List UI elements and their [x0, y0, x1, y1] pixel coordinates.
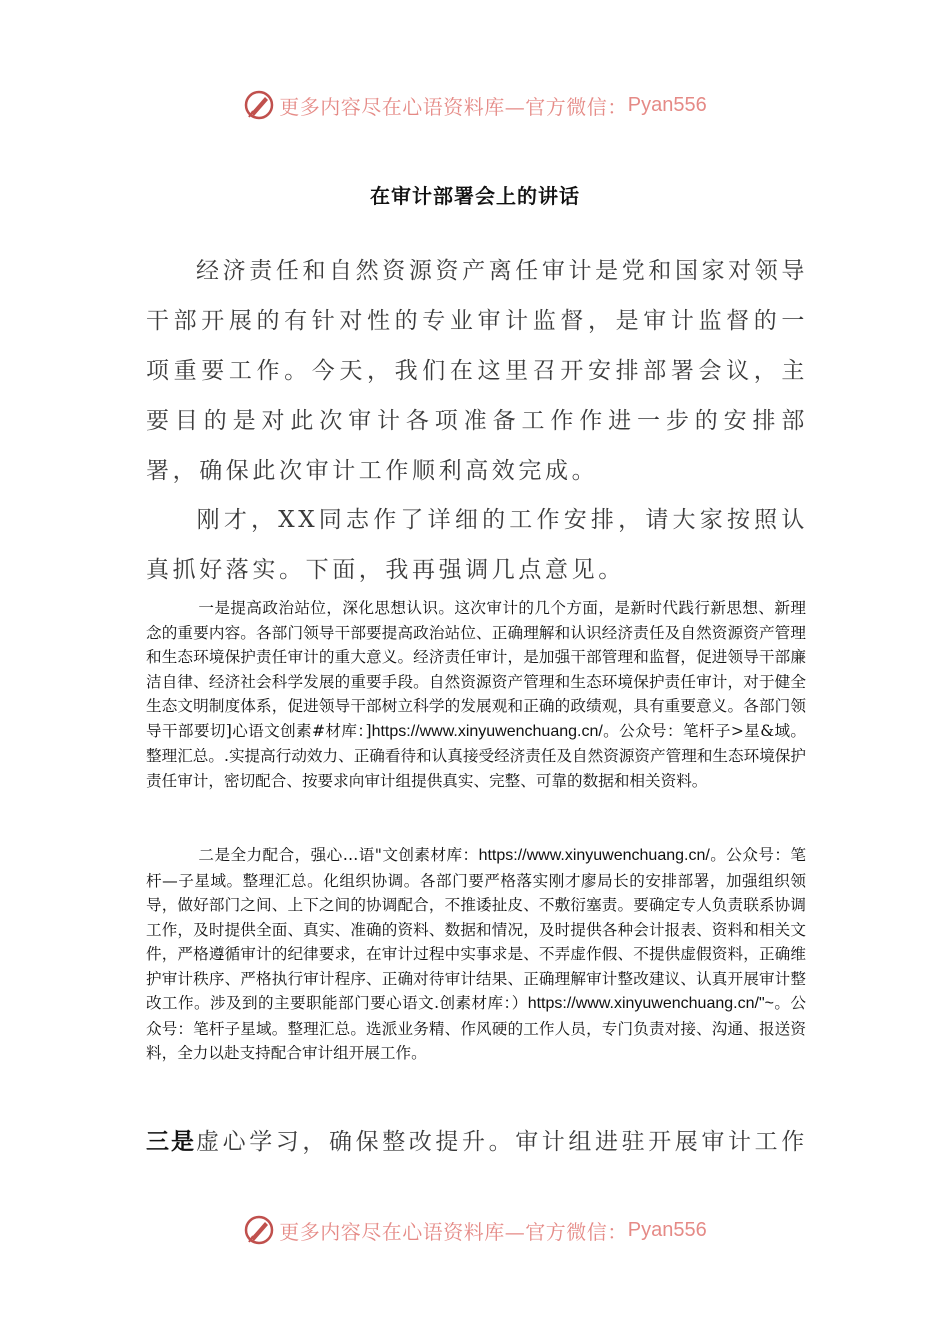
point-2-text-a: 二是全力配合，强心…语"文创素材库：	[198, 846, 479, 864]
point-3-text: 虚心学习，确保整改提升。审计组进驻开展审计工作	[196, 1129, 808, 1155]
banner-text: 更多内容尽在心语资料库—官方微信：	[279, 94, 628, 119]
point-1-paragraph	[146, 596, 806, 793]
intro-paragraph-2-text: 刚才，XX同志作了详细的工作安排，请大家按照认真抓好落实。下面，我再强调几点意见。	[146, 507, 808, 583]
point-3-paragraph	[146, 1117, 808, 1167]
point-1-text-a: 一是提高政治站位，深化思想认识。这次审计的几个方面，是新时代践行新思想、新理念的重要内容。各部门领导干部要提高政治站位、正确理解和认识经济责任及自然资源资产管理和生态环境保护责任审计的重大意义。经济责任审计，是加强干部管理和监督，促进领导干部廉洁自律、经济社会科学发展的重要手段。自然资源资产管理和生态环境保护责任审计，对于健全生态文明制度体系，促进领导干部树立科学的发展观和正确的政绩观，具有重要意义。各部门领导干部要切]心语文创素#材库：]	[146, 599, 806, 740]
point-2-url-2: https://www.xinyuwenchuang.cn/"~	[527, 995, 774, 1012]
point-2-text-c: 。公众号：笔杆子星域。整理汇总。选派业务精、作风硬的工作人员，专门负责对接、沟通、报送资料，全力以赴支持配合审计组开展工作。	[146, 994, 806, 1062]
banner-text: 更多内容尽在心语资料库—官方微信：	[279, 1219, 628, 1244]
quill-logo-icon	[243, 89, 275, 121]
point-2-text-b: 。公众号：笔杆—子星域。整理汇总。化组织协调。各部门要严格落实刚才廖局长的安排部署，加强组织领导，做好部门之间、上下之间的协调配合，不推诿扯皮、不敷衍塞责。要确定专人负责联系协调工作，及时提供全面、真实、准确的资料、数据和情况，及时提供各种会计报表、资料和相关文件，严格遵循审计的纪律要求，在审计过程中实事求是、不弄虚作假、不提供虚假资料，正确维护审计秩序、严格执行审计程序、正确对待审计结果、正确理解审计整改建议、认真开展审计整改工作。涉及到的主要职能部门要心语文.创素材库：）	[146, 846, 806, 1012]
header-watermark-banner	[0, 85, 950, 125]
banner-wechat-handle: Pyan556	[627, 1218, 707, 1241]
point-2-url: https://www.xinyuwenchuang.cn/	[478, 847, 710, 864]
point-3-lead: 三是	[146, 1128, 196, 1155]
page-title: 在审计部署会上的讲话	[370, 184, 580, 208]
quill-logo-icon	[243, 1214, 275, 1246]
point-1-url: https://www.xinyuwenchuang.cn/	[371, 722, 603, 740]
point-1-text-b: 。公众号：笔杆子>星&域。整理汇总。.实提高行动效力、正确看待和认真接受经济责任及自然资源资产管理和生态环境保护责任审计，密切配合、按要求向审计组提供真实、完整、可靠的数据和相关资料。	[146, 721, 806, 790]
point-2-paragraph	[146, 843, 806, 1066]
banner-wechat-handle: Pyan556	[627, 93, 707, 116]
intro-paragraph-1	[146, 246, 808, 496]
intro-paragraph-1-text: 经济责任和自然资源资产离任审计是党和国家对领导干部开展的有针对性的专业审计监督，是审计监督的一项重要工作。今天，我们在这里召开安排部署会议，主要目的是对此次审计各项准备工作作进一步的安排部署，确保此次审计工作顺利高效完成。	[146, 258, 808, 484]
intro-paragraph-2	[146, 495, 808, 595]
footer-watermark-banner	[0, 1210, 950, 1250]
